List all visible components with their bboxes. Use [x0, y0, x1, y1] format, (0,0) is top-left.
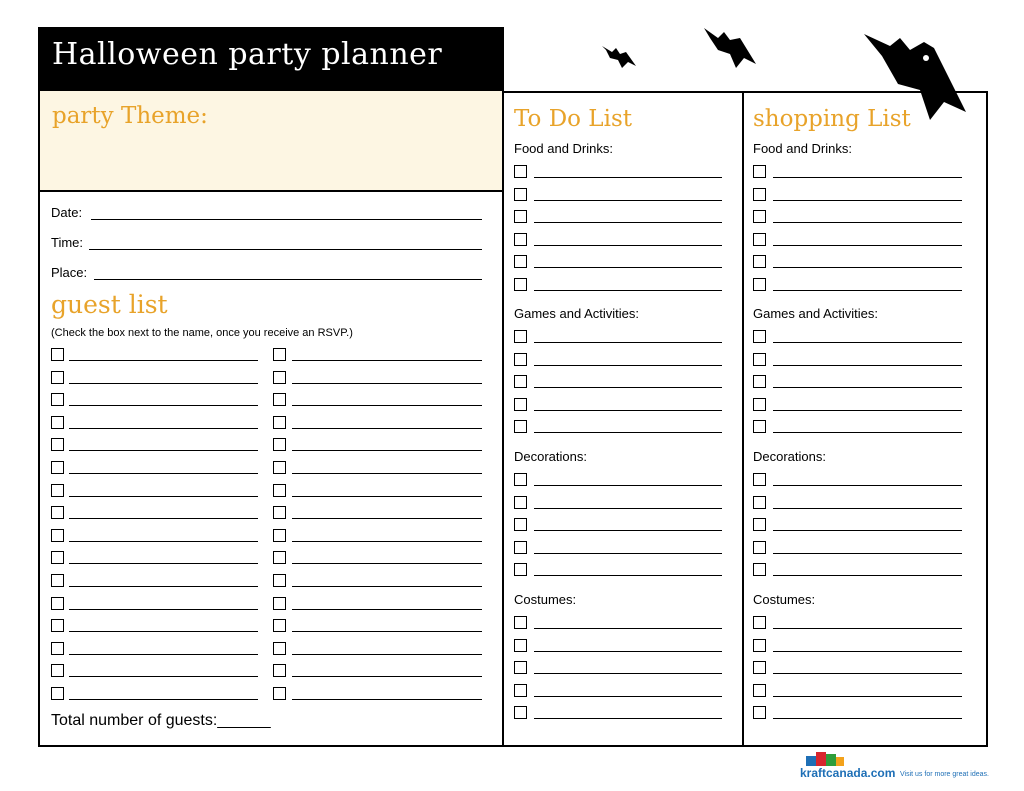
- todo-item-line[interactable]: [534, 508, 722, 509]
- todo-item-checkbox[interactable]: [514, 278, 527, 291]
- todo-item-checkbox[interactable]: [514, 353, 527, 366]
- todo-item-line[interactable]: [534, 200, 722, 201]
- guest-row-line[interactable]: [292, 450, 482, 451]
- guest-row-line[interactable]: [292, 609, 482, 610]
- shopping-item-checkbox[interactable]: [753, 541, 766, 554]
- todo-item-line[interactable]: [534, 718, 722, 719]
- todo-item-line[interactable]: [534, 342, 722, 343]
- todo-item-line[interactable]: [534, 267, 722, 268]
- guest-row-checkbox[interactable]: [273, 574, 286, 587]
- shopping-item-line[interactable]: [773, 553, 962, 554]
- shopping-section-label: Decorations:: [753, 449, 826, 464]
- todo-item-checkbox[interactable]: [514, 684, 527, 697]
- guest-row-line[interactable]: [69, 496, 258, 497]
- guest-row-checkbox[interactable]: [273, 664, 286, 677]
- guest-row-line[interactable]: [292, 360, 482, 361]
- todo-item-checkbox[interactable]: [514, 398, 527, 411]
- title-bar: [38, 27, 504, 91]
- guest-row-line[interactable]: [292, 654, 482, 655]
- guest-row-line[interactable]: [292, 699, 482, 700]
- guest-row-line[interactable]: [292, 518, 482, 519]
- time-field[interactable]: [89, 249, 482, 250]
- todo-item-checkbox[interactable]: [514, 563, 527, 576]
- shopping-heading: shopping List: [753, 106, 911, 132]
- todo-item-checkbox[interactable]: [514, 518, 527, 531]
- todo-item-checkbox[interactable]: [514, 188, 527, 201]
- guest-row-line[interactable]: [69, 563, 258, 564]
- guest-row-checkbox[interactable]: [273, 619, 286, 632]
- page-title: Halloween party planner: [52, 37, 443, 72]
- shopping-item-line[interactable]: [773, 432, 962, 433]
- guest-row-checkbox[interactable]: [273, 687, 286, 700]
- guest-row-line[interactable]: [292, 473, 482, 474]
- guest-row-checkbox[interactable]: [273, 461, 286, 474]
- todo-item-checkbox[interactable]: [514, 375, 527, 388]
- todo-item-checkbox[interactable]: [514, 210, 527, 223]
- todo-item-checkbox[interactable]: [514, 616, 527, 629]
- todo-item-checkbox[interactable]: [514, 165, 527, 178]
- shopping-item-checkbox[interactable]: [753, 233, 766, 246]
- shopping-item-checkbox[interactable]: [753, 353, 766, 366]
- todo-section-label: Games and Activities:: [514, 306, 639, 321]
- guest-row-checkbox[interactable]: [273, 348, 286, 361]
- todo-item-line[interactable]: [534, 222, 722, 223]
- shopping-item-checkbox[interactable]: [753, 420, 766, 433]
- shopping-item-checkbox[interactable]: [753, 616, 766, 629]
- shopping-item-checkbox[interactable]: [753, 684, 766, 697]
- todo-item-line[interactable]: [534, 628, 722, 629]
- guest-row-checkbox[interactable]: [51, 597, 64, 610]
- guest-row-checkbox[interactable]: [51, 348, 64, 361]
- guest-row-checkbox[interactable]: [51, 438, 64, 451]
- party-theme-heading: party Theme:: [52, 103, 208, 129]
- guest-row-checkbox[interactable]: [51, 664, 64, 677]
- guest-row-checkbox[interactable]: [51, 529, 64, 542]
- todo-item-line[interactable]: [534, 290, 722, 291]
- guest-row-checkbox[interactable]: [51, 642, 64, 655]
- shopping-item-line[interactable]: [773, 508, 962, 509]
- shopping-item-line[interactable]: [773, 628, 962, 629]
- shopping-item-checkbox[interactable]: [753, 706, 766, 719]
- guest-row-line[interactable]: [292, 383, 482, 384]
- todo-section-label: Costumes:: [514, 592, 577, 607]
- guest-row-checkbox[interactable]: [273, 551, 286, 564]
- shopping-item-line[interactable]: [773, 673, 962, 674]
- guest-row-checkbox[interactable]: [273, 529, 286, 542]
- total-guests: Total number of guests:______: [51, 712, 271, 729]
- guest-row-line[interactable]: [69, 699, 258, 700]
- shopping-item-line[interactable]: [773, 410, 962, 411]
- guest-row-checkbox[interactable]: [273, 597, 286, 610]
- shopping-panel: [744, 91, 988, 747]
- guest-row-line[interactable]: [69, 473, 258, 474]
- todo-item-checkbox[interactable]: [514, 330, 527, 343]
- place-field[interactable]: [94, 279, 482, 280]
- guest-row-checkbox[interactable]: [51, 416, 64, 429]
- shopping-item-line[interactable]: [773, 365, 962, 366]
- guest-row-line[interactable]: [69, 654, 258, 655]
- guest-row-line[interactable]: [69, 428, 258, 429]
- shopping-section-label: Food and Drinks:: [753, 141, 852, 156]
- guest-row-line[interactable]: [69, 541, 258, 542]
- guest-row-line[interactable]: [69, 450, 258, 451]
- todo-item-line[interactable]: [534, 485, 722, 486]
- guest-row-checkbox[interactable]: [273, 393, 286, 406]
- todo-item-checkbox[interactable]: [514, 706, 527, 719]
- guest-row-line[interactable]: [69, 383, 258, 384]
- kraft-logo: [806, 752, 846, 766]
- guest-row-line[interactable]: [292, 631, 482, 632]
- guest-row-line[interactable]: [292, 563, 482, 564]
- shopping-item-line[interactable]: [773, 387, 962, 388]
- shopping-item-line[interactable]: [773, 651, 962, 652]
- shopping-item-checkbox[interactable]: [753, 188, 766, 201]
- todo-item-checkbox[interactable]: [514, 496, 527, 509]
- shopping-item-checkbox[interactable]: [753, 210, 766, 223]
- shopping-item-line[interactable]: [773, 245, 962, 246]
- todo-item-checkbox[interactable]: [514, 661, 527, 674]
- guest-list-heading: guest list: [51, 290, 168, 319]
- shopping-item-line[interactable]: [773, 530, 962, 531]
- todo-item-line[interactable]: [534, 245, 722, 246]
- footer-brand[interactable]: kraftcanada.com: [800, 766, 896, 780]
- todo-section-label: Decorations:: [514, 449, 587, 464]
- guest-row-line[interactable]: [69, 518, 258, 519]
- guest-row-line[interactable]: [292, 541, 482, 542]
- todo-item-line[interactable]: [534, 365, 722, 366]
- party-theme-box: [40, 91, 502, 192]
- guest-row-checkbox[interactable]: [273, 438, 286, 451]
- shopping-item-line[interactable]: [773, 696, 962, 697]
- todo-item-line[interactable]: [534, 696, 722, 697]
- date-label: Date:: [51, 205, 83, 220]
- guest-row-line[interactable]: [69, 360, 258, 361]
- guest-row-line[interactable]: [69, 609, 258, 610]
- todo-item-checkbox[interactable]: [514, 541, 527, 554]
- bat-icon-small: [600, 40, 640, 72]
- shopping-section-label: Games and Activities:: [753, 306, 878, 321]
- todo-heading: To Do List: [514, 106, 632, 132]
- shopping-item-checkbox[interactable]: [753, 165, 766, 178]
- guest-row-checkbox[interactable]: [51, 461, 64, 474]
- todo-item-line[interactable]: [534, 651, 722, 652]
- shopping-item-checkbox[interactable]: [753, 563, 766, 576]
- todo-item-line[interactable]: [534, 575, 722, 576]
- todo-item-line[interactable]: [534, 387, 722, 388]
- guest-row-line[interactable]: [292, 586, 482, 587]
- guest-row-checkbox[interactable]: [51, 393, 64, 406]
- shopping-item-checkbox[interactable]: [753, 661, 766, 674]
- guest-row-line[interactable]: [69, 405, 258, 406]
- shopping-item-line[interactable]: [773, 575, 962, 576]
- time-label: Time:: [51, 235, 84, 250]
- shopping-item-line[interactable]: [773, 342, 962, 343]
- todo-item-line[interactable]: [534, 410, 722, 411]
- shopping-item-checkbox[interactable]: [753, 473, 766, 486]
- todo-item-checkbox[interactable]: [514, 233, 527, 246]
- guest-row-checkbox[interactable]: [273, 642, 286, 655]
- guest-row-checkbox[interactable]: [51, 619, 64, 632]
- todo-panel: [504, 91, 744, 747]
- guest-row-line[interactable]: [292, 428, 482, 429]
- guest-row-line[interactable]: [292, 405, 482, 406]
- todo-item-line[interactable]: [534, 530, 722, 531]
- guest-row-line[interactable]: [69, 631, 258, 632]
- shopping-item-line[interactable]: [773, 485, 962, 486]
- guest-row-line[interactable]: [292, 676, 482, 677]
- todo-item-checkbox[interactable]: [514, 639, 527, 652]
- shopping-item-line[interactable]: [773, 200, 962, 201]
- shopping-item-line[interactable]: [773, 222, 962, 223]
- todo-item-checkbox[interactable]: [514, 473, 527, 486]
- guest-list-note: (Check the box next to the name, once you receive an RSVP.): [51, 327, 353, 339]
- todo-section-label: Food and Drinks:: [514, 141, 613, 156]
- shopping-item-line[interactable]: [773, 718, 962, 719]
- shopping-item-line[interactable]: [773, 290, 962, 291]
- shopping-item-line[interactable]: [773, 267, 962, 268]
- shopping-item-checkbox[interactable]: [753, 639, 766, 652]
- todo-item-checkbox[interactable]: [514, 255, 527, 268]
- todo-item-line[interactable]: [534, 673, 722, 674]
- guest-row-checkbox[interactable]: [51, 506, 64, 519]
- date-field[interactable]: [91, 219, 482, 220]
- shopping-item-checkbox[interactable]: [753, 518, 766, 531]
- bat-icon-medium: [700, 24, 760, 74]
- shopping-item-line[interactable]: [773, 177, 962, 178]
- shopping-item-checkbox[interactable]: [753, 375, 766, 388]
- guest-row-checkbox[interactable]: [273, 416, 286, 429]
- guest-row-checkbox[interactable]: [51, 551, 64, 564]
- todo-item-line[interactable]: [534, 432, 722, 433]
- guest-row-checkbox[interactable]: [273, 506, 286, 519]
- guest-row-line[interactable]: [69, 586, 258, 587]
- shopping-item-checkbox[interactable]: [753, 330, 766, 343]
- todo-item-line[interactable]: [534, 553, 722, 554]
- shopping-item-checkbox[interactable]: [753, 398, 766, 411]
- guest-row-checkbox[interactable]: [51, 371, 64, 384]
- guest-row-checkbox[interactable]: [273, 484, 286, 497]
- place-label: Place:: [51, 265, 88, 280]
- guest-row-checkbox[interactable]: [51, 574, 64, 587]
- guest-row-checkbox[interactable]: [273, 371, 286, 384]
- guest-row-line[interactable]: [292, 496, 482, 497]
- footer-tagline: Visit us for more great ideas.: [900, 771, 989, 778]
- shopping-item-checkbox[interactable]: [753, 278, 766, 291]
- todo-item-line[interactable]: [534, 177, 722, 178]
- guest-row-line[interactable]: [69, 676, 258, 677]
- guest-row-checkbox[interactable]: [51, 687, 64, 700]
- shopping-item-checkbox[interactable]: [753, 496, 766, 509]
- shopping-item-checkbox[interactable]: [753, 255, 766, 268]
- todo-item-checkbox[interactable]: [514, 420, 527, 433]
- shopping-section-label: Costumes:: [753, 592, 816, 607]
- guest-row-checkbox[interactable]: [51, 484, 64, 497]
